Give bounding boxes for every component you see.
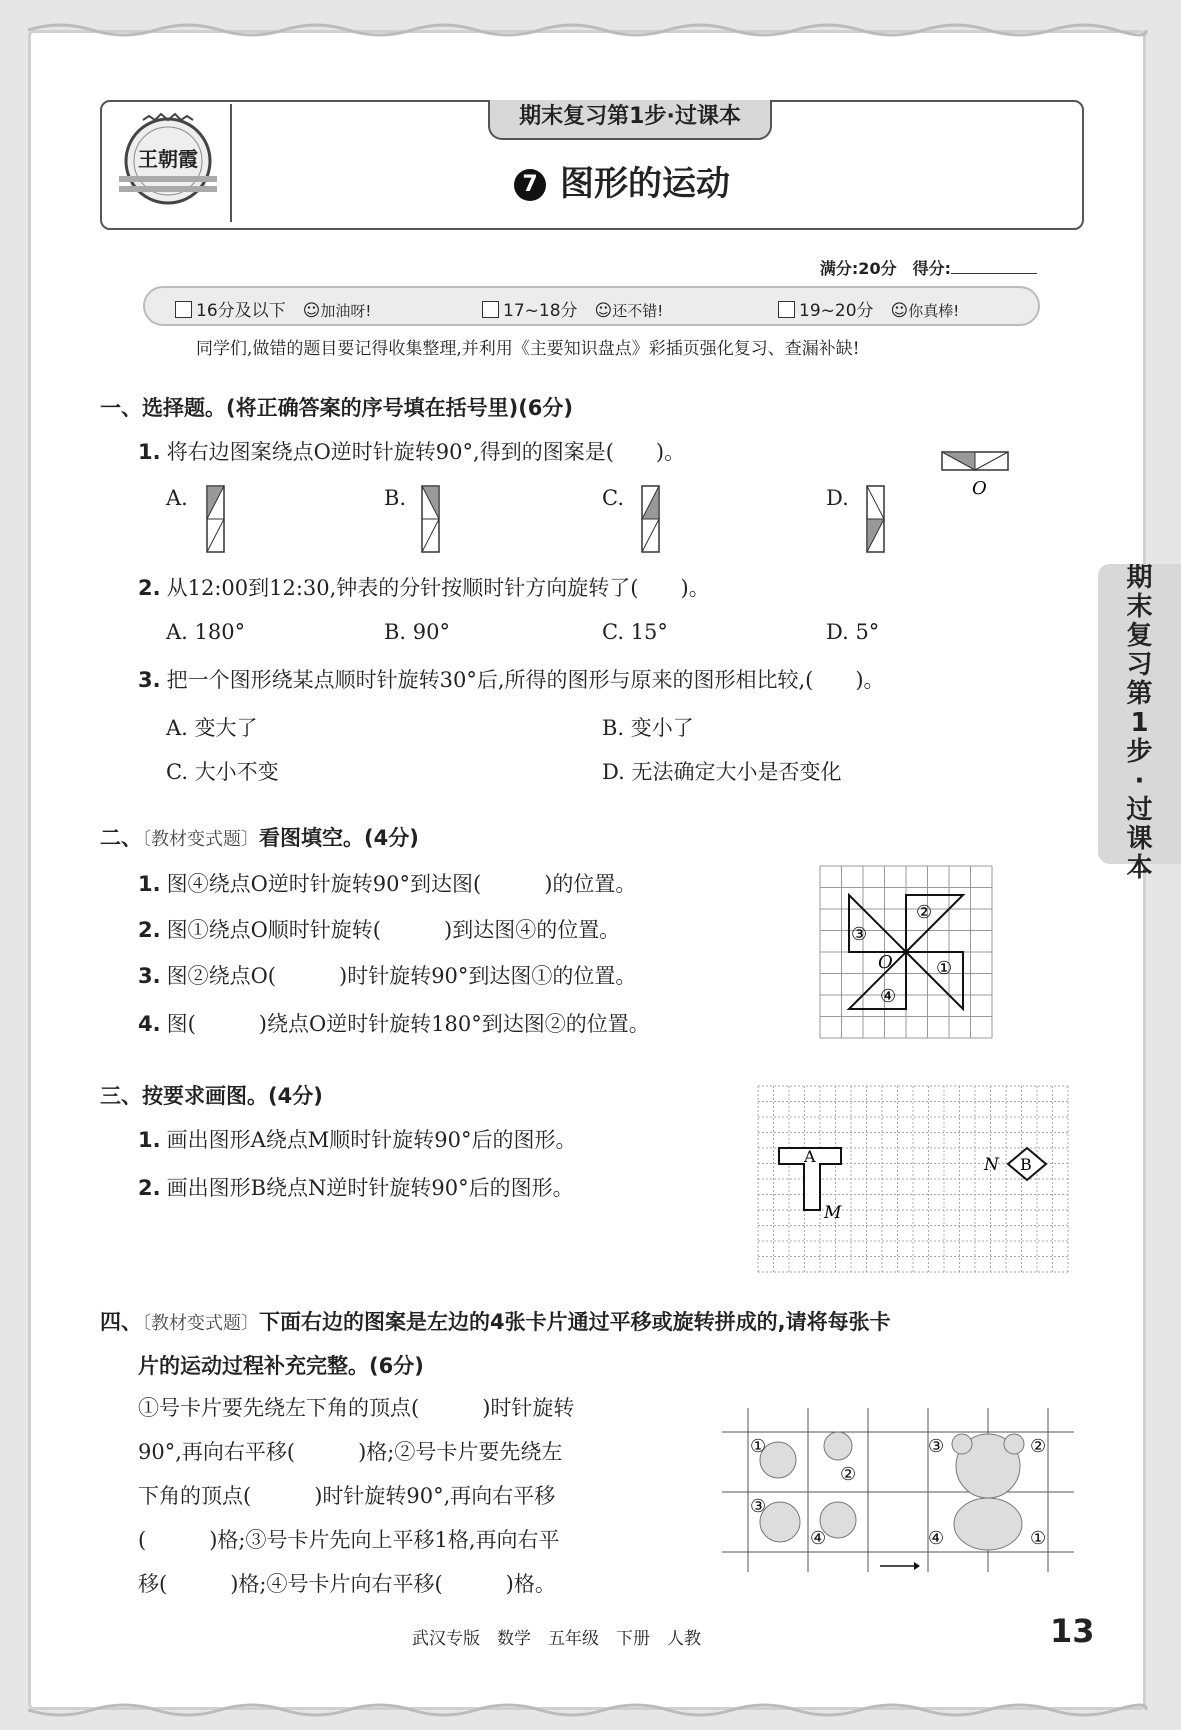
svg-text:B: B [1020,1155,1032,1174]
section-1-title: 一、选择题。(将正确答案的序号填在括号里)(6分) [100,396,574,420]
section-4-title-line2: 片的运动过程补充完整。(6分) [138,1354,424,1378]
svg-text:①: ① [1030,1528,1047,1549]
q1-3-option-d[interactable]: D. 无法确定大小是否变化 [602,760,842,784]
q4-line-2: 90°,再向右平移( )格;②号卡片要先绕左 [138,1440,563,1464]
chapter-number-badge: 7 [514,169,546,201]
q1-2-option-b[interactable]: B. 90° [384,620,451,644]
textbook-variant-tag-2: 〔教材变式题〕 [142,1313,259,1334]
score-blank[interactable] [951,273,1037,274]
rating-item-1: 16分及以下 ☺加油呀! [175,296,371,321]
q1-2: 2. 从12:00到12:30,钟表的分针按顺时针方向旋转了( )。 [138,576,710,600]
svg-text:①: ① [936,958,953,979]
svg-text:④: ④ [810,1528,827,1549]
page-number: 13 [1050,1612,1095,1650]
bear-cards-figure [720,1404,1076,1576]
rating-item-3: 19~20分 ☺你真棒! [778,296,959,321]
q1-3-option-b[interactable]: B. 变小了 [602,716,694,740]
svg-text:③: ③ [928,1436,945,1457]
q1-1-option-a[interactable]: A. [166,486,188,510]
q1-3: 3. 把一个图形绕某点顺时针旋转30°后,所得的图形与原来的图形相比较,( )。 [138,668,885,692]
q1-1-option-c[interactable]: C. [602,486,624,510]
q1-3-option-a[interactable]: A. 变大了 [166,716,258,740]
footer-edition: 武汉专版 数学 五年级 下册 人教 [412,1629,701,1649]
q4-line-1: ①号卡片要先绕左下角的顶点( )时针旋转 [138,1396,575,1420]
q3-1: 1. 画出图形A绕点M顺时针旋转90°后的图形。 [138,1128,577,1152]
drawing-grid-figure[interactable] [756,1084,1072,1276]
q1-1-option-c-figure [640,484,662,556]
q1-1: 1. 将右边图案绕点O逆时针旋转90°,得到的图案是( )。 [138,440,686,464]
q3-2: 2. 画出图形B绕点N逆时针旋转90°后的图形。 [138,1176,574,1200]
rating-checkbox-1[interactable] [175,301,192,318]
svg-text:O: O [972,478,987,498]
q4-line-4: ( )格;③号卡片先向上平移1格,再向右平 [138,1528,560,1552]
q2-4: 4. 图( )绕点O逆时针旋转180°到达图②的位置。 [138,1012,650,1036]
rating-item-2: 17~18分 ☺还不错! [482,296,663,321]
svg-text:③: ③ [750,1496,767,1517]
chapter-title: 图形的运动 [560,164,730,204]
q4-line-3: 下角的顶点( )时针旋转90°,再向右平移 [138,1484,556,1508]
section-4-title: 四、〔教材变式题〕下面右边的图案是左边的4张卡片通过平移或旋转拼成的,请将每张卡 [100,1310,891,1334]
q1-source-figure [940,450,1012,498]
textbook-variant-tag: 〔教材变式题〕 [142,829,259,850]
header-separator [230,104,232,222]
section-2-title: 二、〔教材变式题〕看图填空。(4分) [100,826,419,850]
q1-1-option-b-figure [420,484,442,556]
rating-checkbox-2[interactable] [482,301,499,318]
q1-2-option-a[interactable]: A. 180° [166,620,246,644]
q1-2-option-c[interactable]: C. 15° [602,620,668,644]
svg-text:①: ① [750,1436,767,1457]
side-chapter-tab: 期 末 复 习 第 1 步 · 过 课 本 [1098,564,1181,864]
q1-3-option-c[interactable]: C. 大小不变 [166,760,279,784]
score-label: 得分: [912,259,951,278]
header-step-tab: 期末复习第1步·过课本 [488,100,772,140]
logo-text: 王朝霞 [138,147,198,171]
svg-text:③: ③ [851,924,868,945]
q1-1-option-b[interactable]: B. [384,486,407,510]
q1-2-option-d[interactable]: D. 5° [826,620,880,644]
svg-text:A: A [804,1147,816,1166]
publisher-logo [113,106,223,216]
svg-text:④: ④ [928,1528,945,1549]
rating-bar [143,286,1040,326]
svg-text:N: N [984,1155,999,1175]
q2-1: 1. 图④绕点O逆时针旋转90°到达图( )的位置。 [138,872,637,896]
section-3-title: 三、按要求画图。(4分) [100,1084,323,1108]
svg-text:②: ② [1030,1436,1047,1457]
pinwheel-grid-figure [818,864,996,1042]
page-title [514,156,730,205]
full-score: 满分:20分 [819,259,897,278]
q2-2: 2. 图①绕点O顺时针旋转( )到达图④的位置。 [138,918,621,942]
svg-text:O: O [878,952,893,973]
svg-text:②: ② [840,1464,857,1485]
q1-1-option-d[interactable]: D. [826,486,849,510]
svg-text:④: ④ [880,986,897,1007]
svg-text:M: M [824,1203,842,1223]
q2-3: 3. 图②绕点O( )时针旋转90°到达图①的位置。 [138,964,637,988]
score-line [820,256,1037,279]
q4-line-5: 移( )格;④号卡片向右平移( )格。 [138,1572,556,1596]
notice-text: 同学们,做错的题目要记得收集整理,并利用《主要知识盘点》彩插页强化复习、查漏补缺! [196,339,860,359]
q1-1-option-d-figure [865,484,887,556]
q1-1-option-a-figure [205,484,227,556]
svg-text:②: ② [916,902,933,923]
rating-checkbox-3[interactable] [778,301,795,318]
